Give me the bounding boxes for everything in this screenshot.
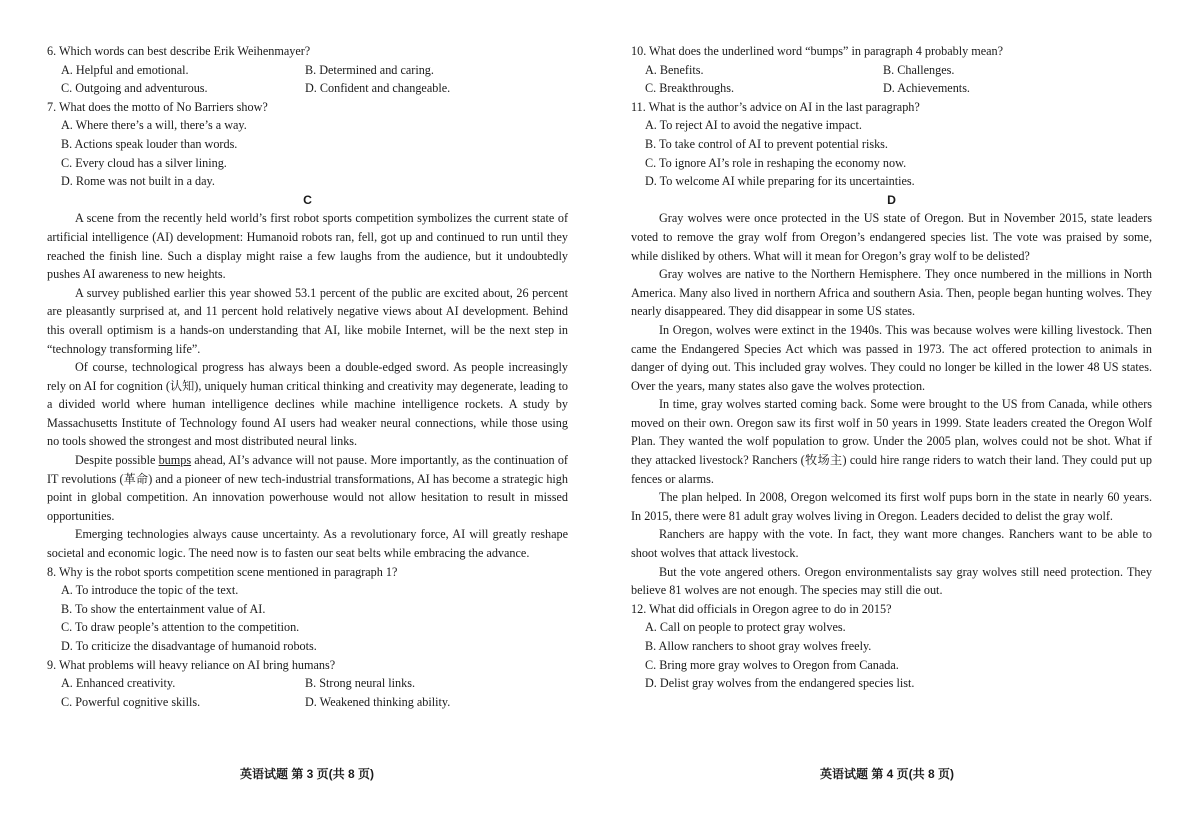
question-9-options-row-2: [47, 693, 568, 712]
passage-d-paragraph-3: In Oregon, wolves were extinct in the 1940s. This was because wolves were killing livestock. Then came the Endangered Species Act which was passed in 1973. The act offered protection to animals in danger of dying out. This included gray wolves. They could no longer be killed in the lower 48 US states. Over the years, many states also gave the wolves protection.: [631, 322, 1152, 393]
section-c-title: C: [303, 192, 312, 207]
question-9-option-c: C. Powerful cognitive skills.: [61, 694, 201, 709]
question-12-stem: 12. What did officials in Oregon agree to do in 2015?: [631, 601, 892, 616]
question-7-option-b: B. Actions speak louder than words.: [61, 136, 238, 151]
question-11-option-c: C. To ignore AI’s role in reshaping the economy now.: [645, 155, 907, 170]
passage-c-paragraph-5: Emerging technologies always cause uncertainty. As a revolutionary force, AI will greatly reshape societal and economic logic. The need now is to fasten our seat belts while embracing the advance.: [47, 527, 568, 561]
page-3-footer: 英语试题 第 3 页(共 8 页): [240, 767, 375, 781]
question-11-option-b: B. To take control of AI to prevent potential risks.: [645, 136, 888, 151]
passage-d-paragraph-4: In time, gray wolves started coming back. Some were brought to the US from Canada, while others moved on their own. Oregon saw its first wolf in 50 years in 1999. State leaders created the Oregon Wolf Plan. They wanted the wolf population to grow. Under the 2005 plan, wolves could not be shot. What if they attacked livestock? Ranchers (牧场主) could hire range riders to watch their land. They could put up fences or alarms.: [631, 397, 1152, 486]
question-7-option-a: A. Where there’s a will, there’s a way.: [61, 118, 247, 133]
question-8-option-c: C. To draw people’s attention to the competition.: [61, 620, 300, 635]
question-11-option-d: D. To welcome AI while preparing for its uncertainties.: [645, 174, 915, 189]
question-8-option-d: D. To criticize the disadvantage of humanoid robots.: [61, 639, 317, 653]
question-9-stem: 9. What problems will heavy reliance on AI bring humans?: [47, 657, 336, 672]
passage-c-paragraph-1: A scene from the recently held world’s first robot sports competition symbolizes the current state of artificial intelligence (AI) development: Humanoid robots ran, fell, got up and continued to run until they reached the finish line. Such a display might raise a few laughs from the audience, but it undoubtedly pushes AI awareness to new heights.: [47, 211, 568, 282]
question-9-option-d: D. Weakened thinking ability.: [305, 694, 451, 709]
paragraph-4-text-end: ahead, AI’s advance will not pause. More importantly, as the continuation of IT revolutions (革命) and a pioneer of new tech-industrial transformations, AI has become a strategic high point in global competition. An innovation powerhouse would not allow hesitation to result in missed opportunities.: [47, 453, 568, 523]
question-10-option-d: D. Achievements.: [883, 81, 970, 96]
passage-d-paragraph-6: Ranchers are happy with the vote. In fact, they want more changes. Ranchers want to be able to shoot wolves that attack livestock.: [631, 527, 1152, 561]
page-4-column: [631, 42, 1152, 693]
passage-d-paragraph-5: The plan helped. In 2008, Oregon welcomed its first wolf pups born in the state in nearly 60 years. In 2015, there were 81 adult gray wolves living in Oregon. Leaders decided to delist the gray wolf.: [631, 490, 1152, 523]
question-12-option-b: B. Allow ranchers to shoot gray wolves freely.: [645, 639, 872, 653]
question-9-option-b: B. Strong neural links.: [305, 676, 416, 691]
question-6-options-row-2: [47, 79, 568, 98]
question-12-option-c: C. Bring more gray wolves to Oregon from Canada.: [645, 657, 899, 672]
passage-d-paragraph-2: Gray wolves are native to the Northern Hemisphere. They once numbered in the millions in North America. Many also lived in northern Africa and southern Asia. Then, people began hunting wolves. They nearly disappeared. They did disappear in some US states.: [631, 267, 1152, 319]
page-4-footer: 英语试题 第 4 页(共 8 页): [820, 767, 955, 781]
question-10-option-c: C. Breakthroughs.: [645, 81, 735, 96]
question-6-option-b: B. Determined and caring.: [305, 62, 434, 77]
question-6-option-c: C. Outgoing and adventurous.: [61, 81, 208, 96]
question-11-stem: 11. What is the author’s advice on AI in the last paragraph?: [631, 99, 920, 114]
question-8-option-a: A. To introduce the topic of the text.: [61, 583, 239, 598]
underlined-word-bumps: bumps: [158, 453, 192, 468]
passage-d-paragraph-7: But the vote angered others. Oregon environmentalists say gray wolves still need protection. They believe 81 wolves are not enough. The species may still die out.: [631, 564, 1152, 598]
question-9-options-row-1: [47, 674, 568, 693]
paragraph-4-text-start: Despite possible: [75, 453, 159, 468]
question-10-options-row-2: [631, 79, 1152, 98]
question-6-option-d: D. Confident and changeable.: [305, 81, 451, 96]
question-6-option-a: A. Helpful and emotional.: [61, 62, 189, 77]
question-10-stem: 10. What does the underlined word “bumps” in paragraph 4 probably mean?: [631, 44, 1004, 58]
question-12-option-a: A. Call on people to protect gray wolves.: [645, 620, 846, 635]
section-d-title: D: [887, 192, 896, 207]
question-10-option-b: B. Challenges.: [883, 62, 955, 77]
question-7-option-d: D. Rome was not built in a day.: [61, 174, 215, 189]
passage-c-paragraph-2: A survey published earlier this year showed 53.1 percent of the public are excited about, 26 percent are pleasantly surprised at, and 11 percent hold relatively negative views about AI development. Behind this overall optimism is a hands-on understanding that AI, like mobile Internet, will be the next step in “technology transforming life”.: [47, 285, 568, 356]
question-10-options-row-1: [631, 61, 1152, 80]
passage-c-paragraph-3: Of course, technological progress has always been a double-edged sword. As people increasingly rely on AI for cognition (认知), uniquely human critical thinking and creativity may degenerate, leading to a divided world where human intelligence declines while machine intelligence rockets. A study by Massachusetts Institute of Technology found AI users had weaker neural connections, while those using no tools showed the strongest and most distributed neural links.: [47, 360, 568, 449]
question-12-option-d: D. Delist gray wolves from the endangered species list.: [645, 676, 915, 691]
question-7-option-c: C. Every cloud has a silver lining.: [61, 155, 227, 170]
passage-d-paragraph-1: Gray wolves were once protected in the US state of Oregon. But in November 2015, state leaders voted to remove the gray wolf from Oregon’s endangered species list. The vote was praised by some, while disliked by others. What will it mean for Oregon’s gray wolf to be delisted?: [631, 211, 1152, 263]
passage-c-paragraph-4: [47, 451, 568, 525]
question-10-option-a: A. Benefits.: [645, 62, 704, 77]
question-7-stem: 7. What does the motto of No Barriers show?: [47, 99, 268, 114]
question-11-option-a: A. To reject AI to avoid the negative impact.: [645, 118, 862, 133]
question-9-option-a: A. Enhanced creativity.: [61, 676, 176, 691]
question-6-options-row-1: [47, 61, 568, 80]
page-3-column: [47, 42, 568, 711]
question-8-option-b: B. To show the entertainment value of AI.: [61, 601, 266, 616]
question-8-stem: 8. Why is the robot sports competition scene mentioned in paragraph 1?: [47, 564, 398, 579]
question-6-stem: 6. Which words can best describe Erik Weihenmayer?: [47, 44, 311, 58]
